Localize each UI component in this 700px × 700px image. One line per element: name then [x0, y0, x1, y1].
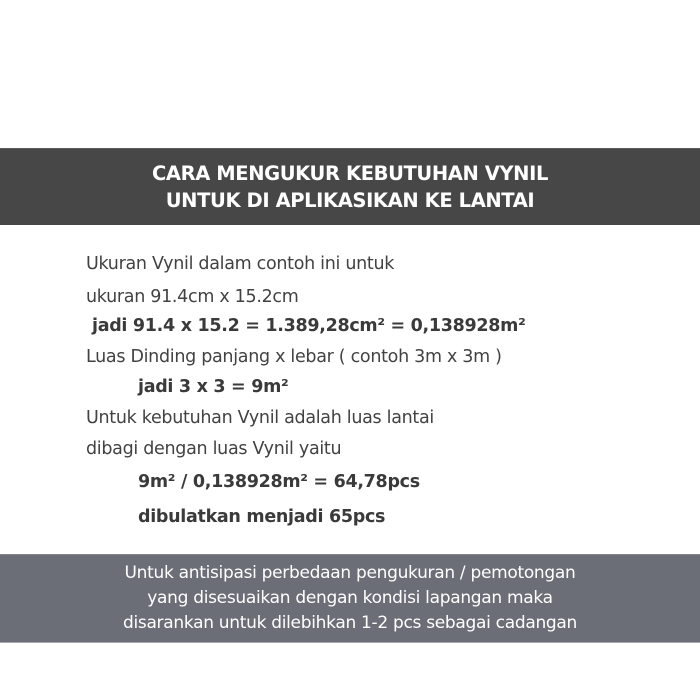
vinyl-size-intro: Ukuran Vynil dalam contoh ini untuk [86, 254, 395, 274]
requirement-intro-1: Untuk kebutuhan Vynil adalah luas lantai [86, 408, 434, 428]
title-line-1: CARA MENGUKUR KEBUTUHAN VYNIL [152, 162, 548, 185]
title-banner [0, 148, 700, 225]
vinyl-size-value: ukuran 91.4cm x 15.2cm [86, 287, 299, 307]
note-line-3: disarankan untuk dilebihkan 1-2 pcs sebagai cadangan [122, 613, 578, 633]
note-banner [0, 554, 700, 643]
floor-area-calculation: jadi 3 x 3 = 9m² [138, 377, 289, 397]
note-line-2: yang disesuaikan dengan kondisi lapangan maka [147, 588, 553, 608]
pieces-calculation: 9m² / 0,138928m² = 64,78pcs [138, 472, 420, 492]
requirement-intro-2: dibagi dengan luas Vynil yaitu [86, 439, 342, 459]
note-line-1: Untuk antisipasi perbedaan pengukuran / pemotongan [124, 563, 576, 583]
pieces-rounded-result: dibulatkan menjadi 65pcs [138, 507, 386, 527]
vinyl-area-calculation: jadi 91.4 x 15.2 = 1.389,28cm² = 0,138928m² [92, 316, 526, 336]
floor-area-intro: Luas Dinding panjang x lebar ( contoh 3m x 3m ) [86, 347, 502, 367]
title-line-2: UNTUK DI APLIKASIKAN KE LANTAI [165, 189, 535, 212]
